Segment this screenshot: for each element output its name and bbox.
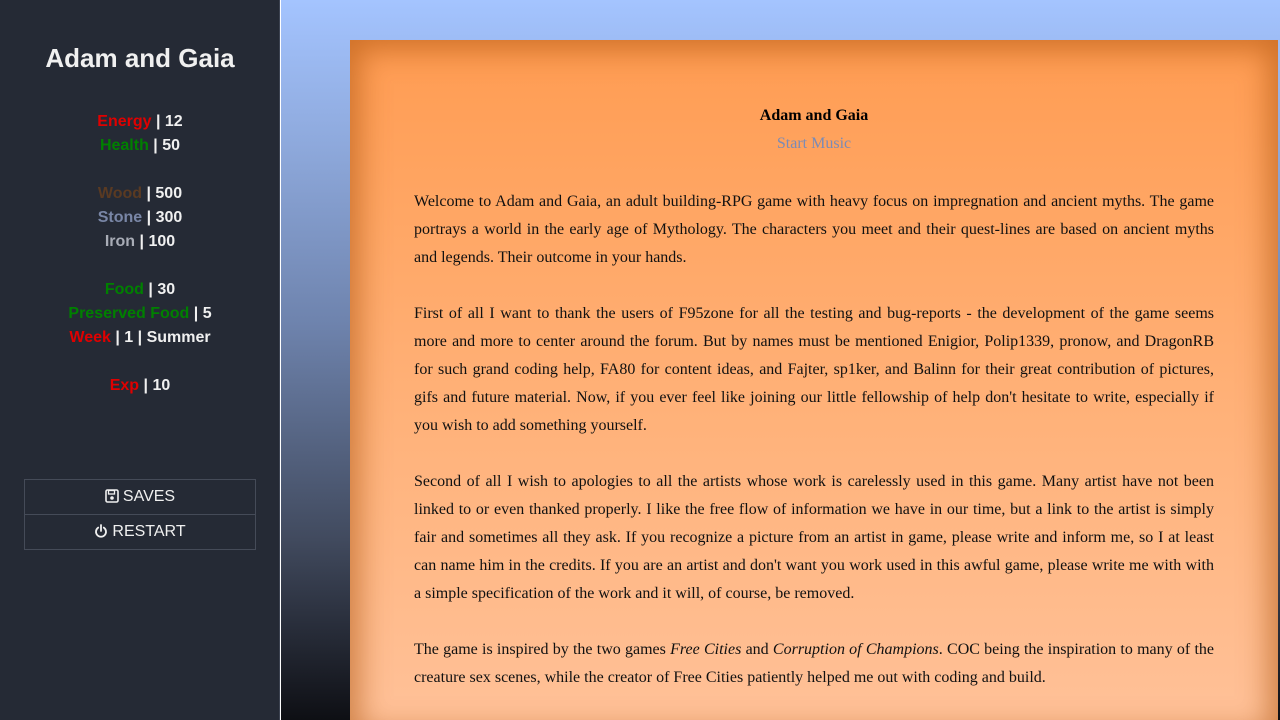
stat-separator: | <box>142 185 156 202</box>
restart-button[interactable] <box>25 514 255 549</box>
story-title: Adam and Gaia <box>45 43 235 73</box>
stat-label: Week <box>69 329 111 346</box>
stat-value: 50 <box>162 137 181 154</box>
stat-wood <box>0 182 280 206</box>
stat-separator: | <box>143 281 158 298</box>
stat-food <box>0 278 280 302</box>
stat-energy <box>0 110 280 134</box>
inspiration-text: . COC being the inspiration to many of the creature sex scenes, while the creator of Free Cities patiently helped me out with coding and build. <box>414 641 1215 686</box>
stat-label: Stone <box>97 209 143 226</box>
thanks-paragraph: First of all I want to thank the users of F95zone for all the testing and bug-reports - the development of the game seems more and more to center around the forum. But by names must be mentioned Enigior, Polip1339, pronow, and DragonRB for such grand coding help, FA80 for content ideas, and Fajter, sp1ker, and Balinn for their great contribution of pictures, gifs and future material. Now, if you ever feel like joining our little fellowship of help don't hesitate to write, especially if you wish to add something yourself. <box>414 305 1214 434</box>
stat-value: 500 <box>155 185 183 202</box>
stat-label: Food <box>104 281 144 298</box>
passage-title: Adam and Gaia <box>759 107 869 124</box>
stat-separator: | <box>139 377 153 394</box>
stat-value: 100 <box>148 233 176 250</box>
stat-separator: | <box>189 305 203 322</box>
passage-panel <box>350 40 1278 720</box>
sidebar-menu <box>24 479 256 550</box>
stat-value: 5 <box>202 305 212 322</box>
inspiration-text: The game is inspired by the two games <box>414 641 671 658</box>
stat-value: 300 <box>155 209 183 226</box>
stat-value: 1 | Summer <box>124 329 211 346</box>
free-cities-title: Free Cities <box>670 641 742 658</box>
start-music-link[interactable]: Start Music <box>776 135 852 152</box>
stat-separator: | <box>142 209 156 226</box>
stat-exp <box>0 374 280 398</box>
stat-preserved-food <box>0 302 280 326</box>
inspiration-paragraph <box>414 636 1214 692</box>
saves-button[interactable] <box>25 480 255 514</box>
stat-value: 12 <box>164 113 183 130</box>
stat-label: Energy <box>97 113 152 130</box>
inspiration-text: and <box>741 641 773 658</box>
stat-value: 30 <box>157 281 176 298</box>
restart-label: RESTART <box>112 523 186 540</box>
stat-label: Iron <box>104 233 136 250</box>
coc-title: Corruption of Champions <box>772 641 939 658</box>
stat-separator: | <box>151 113 165 130</box>
stat-value: 10 <box>152 377 171 394</box>
stat-week <box>0 326 280 350</box>
saves-label: SAVES <box>122 488 176 505</box>
apology-paragraph: Second of all I wish to apologies to all the artists whose work is carelessly used in this game. Many artist have not been linked to or even thanked properly. I like the free flow of information we have in our time, but a link to the artist is simply fair and sometimes all they ask. If you recognize a picture from an artist in game, please write and inform me, so I at least can name him in the credits. If you are an artist and don't want you work used in this awful game, please write me with with a simple specification of the work and it will, of course, be removed. <box>414 473 1214 602</box>
sidebar <box>0 0 280 720</box>
stat-label: Health <box>99 137 149 154</box>
stat-health <box>0 134 280 158</box>
stat-label: Wood <box>97 185 143 202</box>
power-icon <box>94 524 108 538</box>
stat-separator: | <box>110 329 125 346</box>
stat-iron <box>0 230 280 254</box>
stat-separator: | <box>135 233 149 250</box>
stat-label: Exp <box>109 377 140 394</box>
floppy-disk-icon <box>105 489 119 503</box>
stat-separator: | <box>148 137 163 154</box>
intro-paragraph: Welcome to Adam and Gaia, an adult building-RPG game with heavy focus on impregnation and ancient myths. The game portrays a world in the early age of Mythology. The characters you meet and their quest-lines are based on ancient myths and legends. Their outcome in your hands. <box>414 193 1214 266</box>
stat-label: Preserved Food <box>68 305 190 322</box>
stat-stone <box>0 206 280 230</box>
